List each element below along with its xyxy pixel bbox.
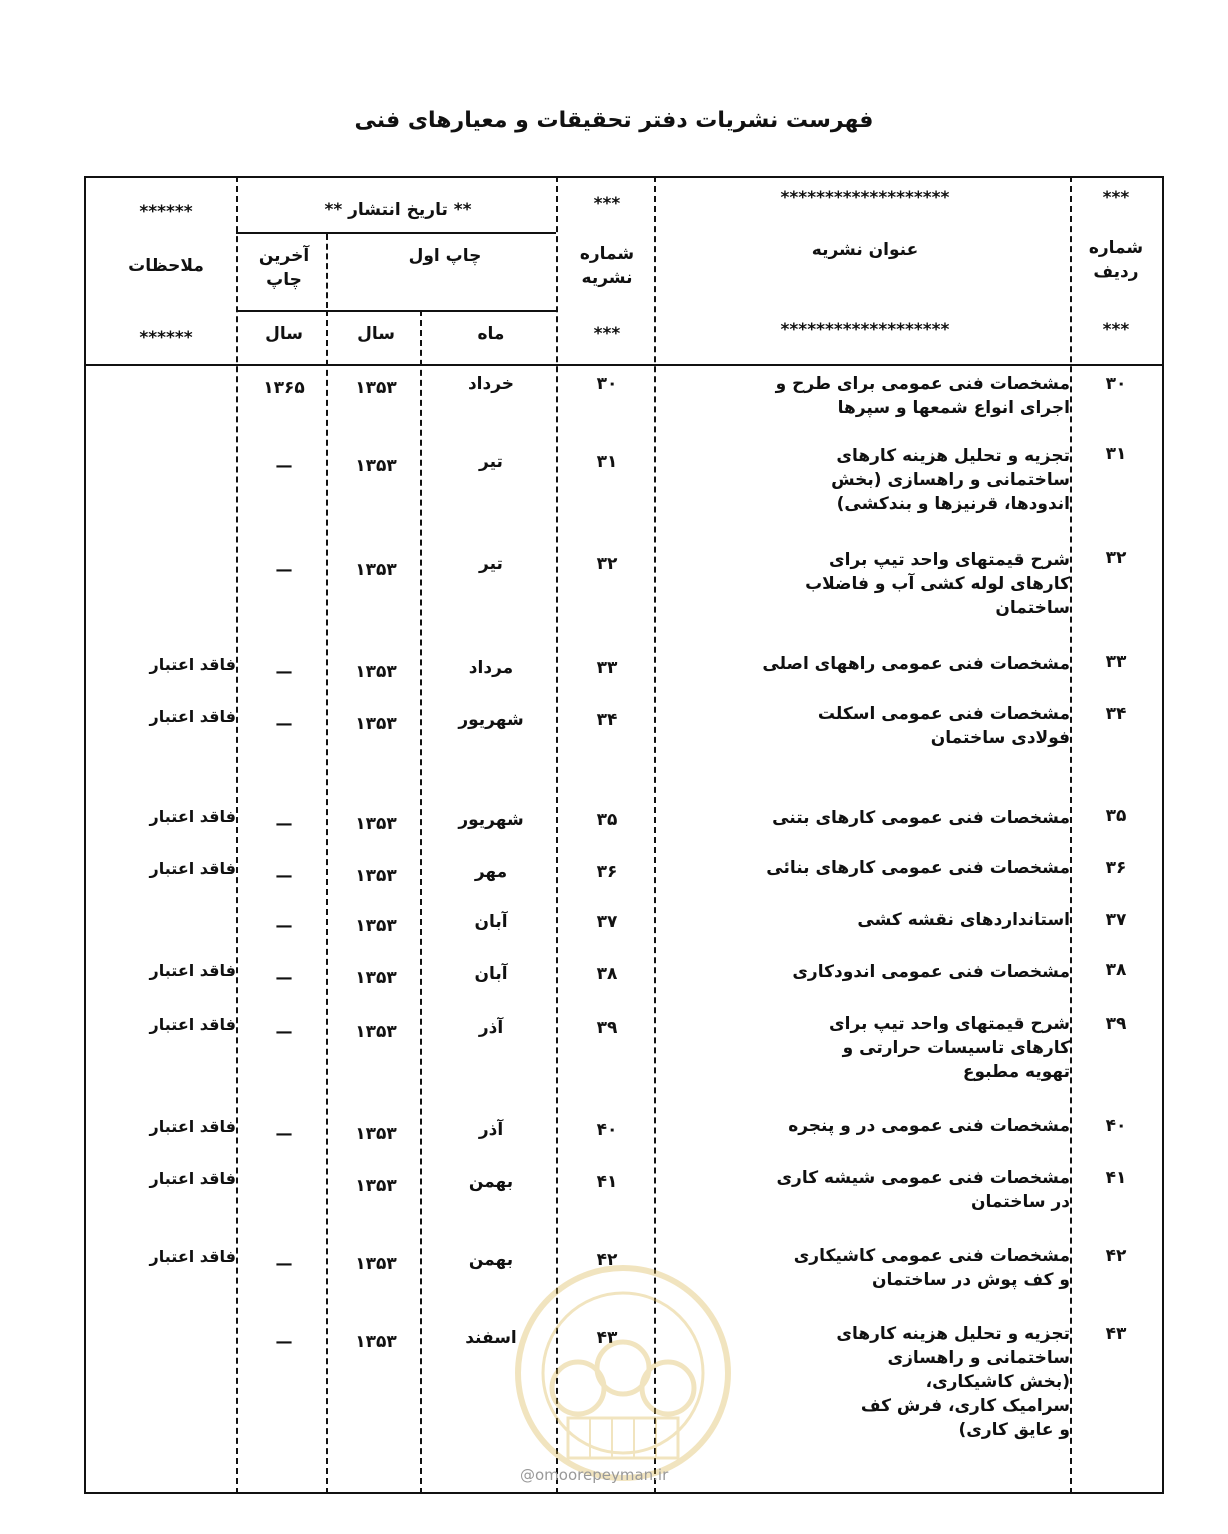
header-row-number: شماره ردیف <box>1088 238 1144 282</box>
last-print-year: — <box>275 1254 293 1274</box>
divider <box>326 310 328 1494</box>
publication-title: مشخصات فنی عمومی کارهای بنائی <box>766 858 1070 878</box>
year: ۱۳۵۳ <box>355 814 397 834</box>
header-stars: ******************* <box>780 320 950 340</box>
notes: فاقد اعتبار <box>149 1169 236 1188</box>
publication-number: ۳۱ <box>596 452 618 472</box>
month: تیر <box>479 452 503 472</box>
row-number: ۳۴ <box>1105 704 1127 724</box>
month: آبان <box>474 964 508 984</box>
header-last-print: آخرین چاپ <box>258 246 310 290</box>
last-print-year: — <box>275 968 293 988</box>
header-stars: ****** <box>139 202 193 222</box>
publication-number: ۳۴ <box>596 710 618 730</box>
publication-number: ۴۳ <box>596 1328 618 1348</box>
publication-title: مشخصات فنی عمومی کارهای بتنی <box>772 808 1070 828</box>
year: ۱۳۵۳ <box>355 1332 397 1352</box>
publication-title: تجزیه و تحلیل هزینه کارهای ساختمانی و راهسازی (بخش اندودها، قرنیزها و بندکشی) <box>831 446 1070 514</box>
month: شهریور <box>458 710 524 730</box>
row-number: ۳۵ <box>1105 806 1127 826</box>
year: ۱۳۵۳ <box>355 968 397 988</box>
year: ۱۳۵۳ <box>355 1022 397 1042</box>
month: آذر <box>478 1120 504 1140</box>
publication-number: ۳۶ <box>596 862 618 882</box>
notes: فاقد اعتبار <box>149 961 236 980</box>
row-number: ۳۱ <box>1105 444 1127 464</box>
publication-number: ۳۲ <box>596 554 618 574</box>
header-stars: *** <box>593 194 621 214</box>
row-number: ۳۷ <box>1105 910 1127 930</box>
publication-number: ۳۳ <box>596 658 618 678</box>
header-month: ماه <box>477 324 505 344</box>
last-print-year: — <box>275 866 293 886</box>
last-print-year: — <box>275 560 293 580</box>
row-number: ۴۰ <box>1105 1116 1127 1136</box>
row-number: ۳۰ <box>1105 374 1127 394</box>
divider <box>236 176 238 1494</box>
publication-number: ۴۲ <box>596 1250 618 1270</box>
last-print-year: — <box>275 1332 293 1352</box>
month: مرداد <box>468 658 514 678</box>
publication-title: تجزیه و تحلیل هزینه کارهای ساختمانی و راهسازی (بخش کاشیکاری، سرامیک کاری، فرش کف و عایق کاری) <box>836 1324 1070 1440</box>
row-number: ۴۳ <box>1105 1324 1127 1344</box>
publication-title: مشخصات فنی عمومی کاشیکاری و کف پوش در ساختمان <box>793 1246 1070 1290</box>
notes: فاقد اعتبار <box>149 707 236 726</box>
year: ۱۳۵۳ <box>355 662 397 682</box>
divider <box>326 234 328 308</box>
publication-number: ۳۹ <box>596 1018 618 1038</box>
publication-title: مشخصات فنی عمومی راههای اصلی <box>762 654 1070 674</box>
year: ۱۳۵۳ <box>355 1176 397 1196</box>
header-stars: ****** <box>139 328 193 348</box>
month: مهر <box>474 862 508 882</box>
row-number: ۳۶ <box>1105 858 1127 878</box>
notes: فاقد اعتبار <box>149 655 236 674</box>
watermark-seal-icon <box>508 1258 738 1488</box>
year: ۱۳۵۳ <box>355 456 397 476</box>
divider <box>236 232 556 234</box>
year: ۱۳۵۳ <box>355 1124 397 1144</box>
row-number: ۴۲ <box>1105 1246 1127 1266</box>
publication-title: مشخصات فنی عمومی اسکلت فولادی ساختمان <box>817 704 1070 748</box>
header-stars: *** <box>1102 320 1130 340</box>
row-number: ۳۳ <box>1105 652 1127 672</box>
month: شهریور <box>458 810 524 830</box>
last-print-year: — <box>275 456 293 476</box>
publication-title: مشخصات فنی عمومی در و پنجره <box>788 1116 1070 1136</box>
year: ۱۳۵۳ <box>355 714 397 734</box>
header-stars: ******************* <box>780 188 950 208</box>
header-publish-date: ** تاریخ انتشار ** <box>324 200 472 220</box>
publication-number: ۴۰ <box>596 1120 618 1140</box>
divider <box>1070 176 1072 1494</box>
publication-title: مشخصات فنی عمومی شیشه کاری در ساختمان <box>776 1168 1070 1212</box>
month: اسفند <box>465 1328 517 1348</box>
year: ۱۳۵۳ <box>355 916 397 936</box>
year: ۱۳۵۳ <box>355 378 397 398</box>
header-last-year: سال <box>265 324 303 344</box>
month: بهمن <box>468 1250 514 1270</box>
year: ۱۳۵۳ <box>355 866 397 886</box>
last-print-year: — <box>275 1124 293 1144</box>
header-stars: *** <box>593 324 621 344</box>
publication-title: مشخصات فنی عمومی اندودکاری <box>792 962 1070 982</box>
last-print-year: — <box>275 814 293 834</box>
month: آذر <box>478 1018 504 1038</box>
publication-title: شرح قیمتهای واحد تیپ برای کارهای لوله کشی آب و فاضلاب ساختمان <box>805 550 1070 618</box>
divider <box>236 310 556 312</box>
publication-number: ۳۸ <box>596 964 618 984</box>
header-publication-number: شماره نشریه <box>579 244 635 288</box>
last-print-year: — <box>275 662 293 682</box>
notes: فاقد اعتبار <box>149 807 236 826</box>
publication-number: ۴۱ <box>596 1172 618 1192</box>
last-print-year: — <box>275 916 293 936</box>
publication-title: شرح قیمتهای واحد تیپ برای کارهای تاسیسات حرارتی و تهویه مطبوع <box>829 1014 1070 1082</box>
row-number: ۴۱ <box>1105 1168 1127 1188</box>
publication-title: استانداردهای نقشه کشی <box>857 910 1070 930</box>
row-number: ۳۲ <box>1105 548 1127 568</box>
month: خرداد <box>467 374 515 394</box>
page-title: فهرست نشریات دفتر تحقیقات و معیارهای فنی <box>354 108 874 133</box>
last-print-year: ۱۳۶۵ <box>263 378 305 398</box>
publication-number: ۳۰ <box>596 374 618 394</box>
divider <box>420 310 422 1494</box>
notes: فاقد اعتبار <box>149 1247 236 1266</box>
notes: فاقد اعتبار <box>149 1015 236 1034</box>
publication-number: ۳۵ <box>596 810 618 830</box>
month: تیر <box>479 554 503 574</box>
header-notes: ملاحظات <box>128 256 204 276</box>
header-year: سال <box>357 324 395 344</box>
publication-title: مشخصات فنی عمومی برای طرح و اجرای انواع شمعها و سپرها <box>775 374 1070 418</box>
year: ۱۳۵۳ <box>355 1254 397 1274</box>
watermark-text: @omoorepeyman.ir <box>520 1466 669 1484</box>
month: آبان <box>474 912 508 932</box>
header-first-print: چاپ اول <box>408 246 482 266</box>
last-print-year: — <box>275 1022 293 1042</box>
notes: فاقد اعتبار <box>149 859 236 878</box>
row-number: ۳۸ <box>1105 960 1127 980</box>
year: ۱۳۵۳ <box>355 560 397 580</box>
last-print-year: — <box>275 714 293 734</box>
row-number: ۳۹ <box>1105 1014 1127 1034</box>
month: بهمن <box>468 1172 514 1192</box>
notes: فاقد اعتبار <box>149 1117 236 1136</box>
divider <box>84 364 1164 366</box>
header-stars: *** <box>1102 188 1130 208</box>
publication-number: ۳۷ <box>596 912 618 932</box>
header-publication-title: عنوان نشریه <box>811 240 919 260</box>
